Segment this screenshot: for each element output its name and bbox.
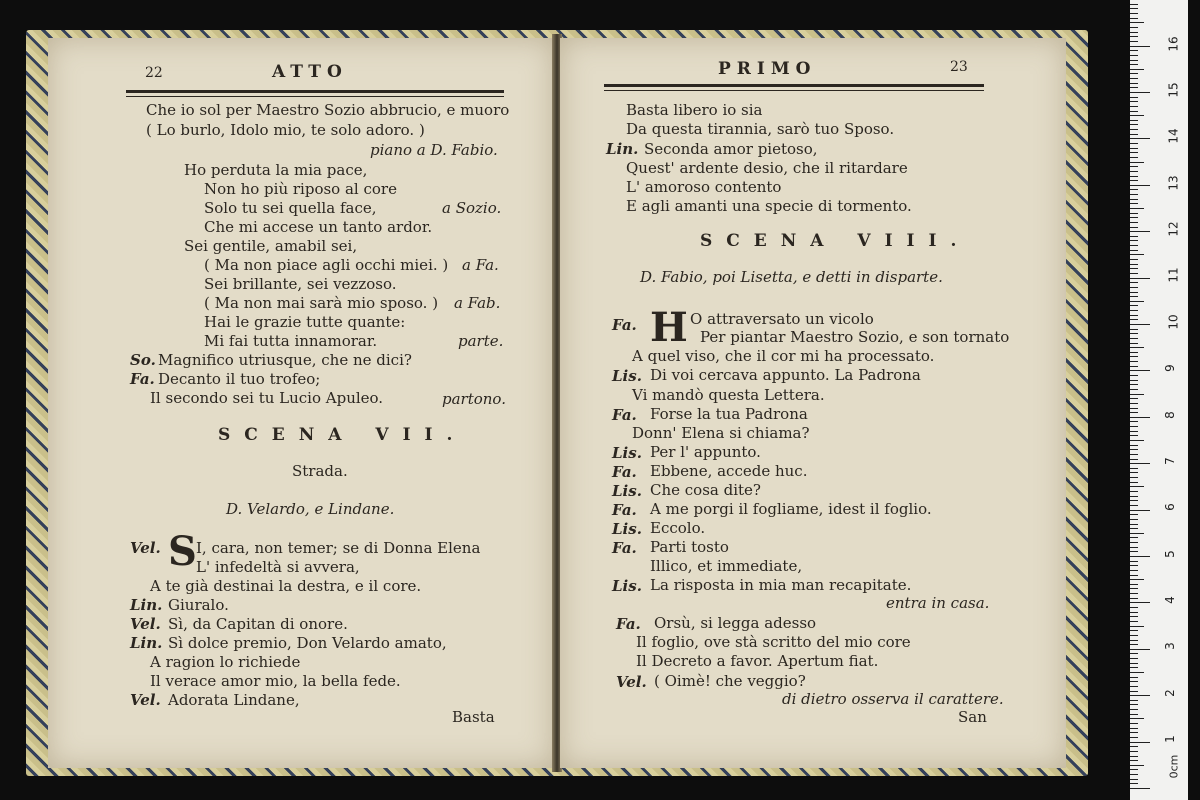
stage-direction: a Fab. xyxy=(454,294,501,312)
stage-direction: di dietro osserva il carattere. xyxy=(782,690,1004,708)
ruler-tick xyxy=(1130,486,1144,487)
text-line: Il verace amor mio, la bella fede. xyxy=(150,672,401,690)
ruler-tick xyxy=(1130,87,1138,88)
ruler-number: 14 xyxy=(1166,128,1181,144)
ruler-tick xyxy=(1130,412,1138,413)
ruler-tick xyxy=(1130,421,1138,422)
text-line: Seconda amor pietoso, xyxy=(644,140,818,158)
ruler-tick xyxy=(1130,769,1138,770)
text-line: La risposta in mia man recapitate. xyxy=(650,576,912,594)
scene-heading: SCENA VII. xyxy=(218,425,467,445)
text-line: Donn' Elena si chiama? xyxy=(632,424,810,442)
speaker-label: Fa. xyxy=(130,370,155,388)
text-line: I, cara, non temer; se di Donna Elena xyxy=(196,539,481,557)
text-line: A me porgi il fogliame, idest il foglio. xyxy=(650,500,932,518)
ruler-tick xyxy=(1130,389,1138,390)
ruler-tick xyxy=(1130,101,1138,102)
text-line: Orsù, si legga adesso xyxy=(654,614,817,632)
running-header-left: ATTO xyxy=(272,62,348,82)
text-line: Di voi cercava appunto. La Padrona xyxy=(650,366,921,384)
ruler-tick xyxy=(1130,166,1138,167)
speaker-label: Fa. xyxy=(612,539,637,557)
text-line: Sei brillante, sei vezzoso. xyxy=(204,275,397,293)
ruler-tick xyxy=(1130,236,1138,237)
ruler-tick xyxy=(1130,653,1138,654)
text-line: Il foglio, ove stà scritto del mio core xyxy=(636,633,911,651)
ruler-tick xyxy=(1130,635,1138,636)
text-line: ( Ma non mai sarà mio sposo. ) xyxy=(204,294,439,312)
speaker-label: Vel. xyxy=(616,673,647,691)
ruler-tick xyxy=(1130,203,1138,204)
ruler-tick xyxy=(1130,92,1150,93)
ruler-tick xyxy=(1130,315,1138,316)
page-number-right: 23 xyxy=(950,59,968,75)
ruler-tick xyxy=(1130,547,1138,548)
ruler-tick xyxy=(1130,537,1138,538)
ruler-tick xyxy=(1130,268,1138,269)
ruler-tick xyxy=(1130,658,1138,659)
catchword: San xyxy=(958,708,987,726)
stage-direction: piano a D. Fabio. xyxy=(370,141,498,159)
speaker-label: Lin. xyxy=(130,596,163,614)
ruler-tick xyxy=(1130,8,1138,9)
ruler-tick xyxy=(1130,593,1138,594)
ruler-tick xyxy=(1130,454,1138,455)
stage-direction: partono. xyxy=(442,390,506,408)
ruler-tick xyxy=(1130,686,1138,687)
text-line: Mi fai tutta innamorar. xyxy=(204,332,378,350)
ruler-tick xyxy=(1130,64,1138,65)
ruler-tick xyxy=(1130,663,1138,664)
ruler-tick xyxy=(1130,714,1138,715)
header-rule-right-thin xyxy=(604,90,984,91)
ruler-number: 8 xyxy=(1162,411,1177,419)
ruler-tick xyxy=(1130,384,1138,385)
ruler-tick xyxy=(1130,505,1138,506)
ruler-number: 15 xyxy=(1166,82,1181,98)
ruler-tick xyxy=(1130,691,1138,692)
ruler-tick xyxy=(1130,46,1150,47)
ruler-tick xyxy=(1130,677,1138,678)
ruler-tick xyxy=(1130,380,1138,381)
ruler-tick xyxy=(1130,18,1138,19)
text-line: Magnifico utriusque, che ne dici? xyxy=(158,351,412,369)
text-line: Sei gentile, amabil sei, xyxy=(184,237,358,255)
ruler-number: 7 xyxy=(1162,457,1177,465)
speaker-label: Fa. xyxy=(612,463,637,481)
ruler-tick xyxy=(1130,69,1144,70)
ruler-tick xyxy=(1130,157,1138,158)
ruler-tick xyxy=(1130,115,1144,116)
ruler-tick xyxy=(1130,41,1138,42)
ruler-tick xyxy=(1130,356,1138,357)
ruler-number: 12 xyxy=(1166,221,1181,237)
ruler-tick xyxy=(1130,528,1138,529)
ruler-tick xyxy=(1130,50,1138,51)
speaker-label: Fa. xyxy=(612,501,637,519)
ruler-tick xyxy=(1130,584,1138,585)
scene-heading: SCENA VIII. xyxy=(700,231,971,251)
ruler-tick xyxy=(1130,496,1138,497)
ruler-tick xyxy=(1130,338,1138,339)
text-line: Che cosa dite? xyxy=(650,481,761,499)
text-line: A te già destinai la destra, e il core. xyxy=(150,577,422,595)
ruler-tick xyxy=(1130,700,1138,701)
text-line: Illico, et immediate, xyxy=(650,557,803,575)
ruler-tick xyxy=(1130,621,1138,622)
ruler-tick xyxy=(1130,120,1138,121)
text-line: L' amoroso contento xyxy=(626,178,782,196)
ruler-number: 2 xyxy=(1162,689,1177,697)
text-line: Quest' ardente desio, che il ritardare xyxy=(626,159,908,177)
stage-direction: a Fa. xyxy=(462,256,499,274)
ruler-tick xyxy=(1130,765,1144,766)
ruler-tick xyxy=(1130,579,1144,580)
text-line: Giuralo. xyxy=(168,596,229,614)
ruler-number: 6 xyxy=(1162,503,1177,511)
text-line: Adorata Lindane, xyxy=(168,691,300,709)
ruler-number: 3 xyxy=(1162,642,1177,650)
ruler-tick xyxy=(1130,672,1144,673)
ruler-tick xyxy=(1130,208,1144,209)
ruler-tick xyxy=(1130,4,1138,5)
ruler-tick xyxy=(1130,180,1138,181)
ruler-tick xyxy=(1130,403,1138,404)
ruler-tick xyxy=(1130,607,1138,608)
ruler-tick xyxy=(1130,296,1138,297)
ruler-tick xyxy=(1130,273,1138,274)
ruler-number: 1 xyxy=(1162,735,1177,743)
ruler-tick xyxy=(1130,742,1150,743)
ruler-tick xyxy=(1130,245,1138,246)
ruler-number: 11 xyxy=(1166,267,1181,283)
text-line: E agli amanti una specie di tormento. xyxy=(626,197,912,215)
ruler-tick xyxy=(1130,292,1138,293)
ruler-tick xyxy=(1130,347,1144,348)
ruler-tick xyxy=(1130,718,1144,719)
ruler-tick xyxy=(1130,398,1138,399)
text-line: Eccolo. xyxy=(650,519,706,537)
ruler-tick xyxy=(1130,106,1138,107)
ruler-tick xyxy=(1130,732,1138,733)
ruler-tick xyxy=(1130,695,1150,696)
stage-direction: entra in casa. xyxy=(886,594,990,612)
ruler-tick xyxy=(1130,227,1138,228)
ruler-tick xyxy=(1130,649,1150,650)
ruler-tick xyxy=(1130,449,1138,450)
ruler-number: 16 xyxy=(1166,36,1181,52)
text-line: Sì dolce premio, Don Velardo amato, xyxy=(168,634,447,652)
ruler-tick xyxy=(1130,681,1138,682)
ruler-tick xyxy=(1130,616,1138,617)
ruler-tick xyxy=(1130,55,1138,56)
ruler-tick xyxy=(1130,22,1144,23)
ruler-tick xyxy=(1130,32,1138,33)
ruler-number: 4 xyxy=(1162,596,1177,604)
ruler-tick xyxy=(1130,783,1138,784)
ruler-tick xyxy=(1130,27,1138,28)
ruler-tick xyxy=(1130,194,1138,195)
ruler-tick xyxy=(1130,575,1138,576)
ruler-tick xyxy=(1130,370,1150,371)
ruler-tick xyxy=(1130,510,1150,511)
speaker-label: Vel. xyxy=(130,691,161,709)
text-line: Hai le grazie tutte quante: xyxy=(204,313,406,331)
ruler-tick xyxy=(1130,394,1144,395)
ruler-tick xyxy=(1130,565,1138,566)
ruler-tick xyxy=(1130,760,1138,761)
text-line: Che io sol per Maestro Sozio abbrucio, e muoro xyxy=(146,101,510,119)
ruler-tick xyxy=(1130,626,1144,627)
ruler-tick xyxy=(1130,588,1138,589)
ruler-tick xyxy=(1130,704,1138,705)
ruler-tick xyxy=(1130,278,1150,279)
ruler-tick xyxy=(1130,36,1138,37)
ruler-tick xyxy=(1130,667,1138,668)
speaker-label: Vel. xyxy=(130,615,161,633)
ruler-tick xyxy=(1130,408,1138,409)
ruler-tick xyxy=(1130,264,1138,265)
text-line: Che mi accese un tanto ardor. xyxy=(204,218,433,236)
ruler-tick xyxy=(1130,472,1138,473)
ruler-tick xyxy=(1130,73,1138,74)
ruler-tick xyxy=(1130,213,1138,214)
ruler-tick xyxy=(1130,282,1138,283)
ruler-tick xyxy=(1130,728,1138,729)
ruler-tick xyxy=(1130,152,1138,153)
ruler-tick xyxy=(1130,343,1138,344)
ruler-tick xyxy=(1130,431,1138,432)
ruler-tick xyxy=(1130,426,1138,427)
catchword: Basta xyxy=(452,708,495,726)
ruler-tick xyxy=(1130,723,1138,724)
ruler-tick xyxy=(1130,305,1138,306)
speaker-label: Vel. xyxy=(130,539,161,557)
running-header-right: PRIMO xyxy=(718,59,817,79)
speaker-label: Lis. xyxy=(612,482,642,500)
ruler-tick xyxy=(1130,788,1150,789)
text-line: Basta libero io sia xyxy=(626,101,763,119)
text-line: Ho perduta la mia pace, xyxy=(184,161,368,179)
ruler-tick xyxy=(1130,129,1138,130)
ruler-tick xyxy=(1130,231,1150,232)
ruler-tick xyxy=(1130,751,1138,752)
ruler-tick xyxy=(1130,13,1138,14)
ruler-tick xyxy=(1130,445,1138,446)
speaker-label: Fa. xyxy=(612,316,637,334)
scene-location: Strada. xyxy=(292,462,348,480)
ruler-tick xyxy=(1130,468,1138,469)
ruler-tick xyxy=(1130,310,1138,311)
text-line: Sì, da Capitan di onore. xyxy=(168,615,348,633)
ruler-tick xyxy=(1130,259,1138,260)
ruler-tick xyxy=(1130,524,1138,525)
ruler-tick xyxy=(1130,366,1138,367)
ruler-tick xyxy=(1130,533,1144,534)
ruler-tick xyxy=(1130,737,1138,738)
ruler-tick xyxy=(1130,500,1138,501)
ruler-tick xyxy=(1130,143,1138,144)
ruler-tick xyxy=(1130,630,1138,631)
text-line: Parti tosto xyxy=(650,538,729,556)
ruler-tick xyxy=(1130,361,1138,362)
ruler-tick xyxy=(1130,185,1150,186)
text-line: ( Oimè! che veggio? xyxy=(654,672,806,690)
ruler-tick xyxy=(1130,217,1138,218)
ruler-tick xyxy=(1130,463,1150,464)
text-line: Decanto il tuo trofeo; xyxy=(158,370,321,388)
text-line: Per l' appunto. xyxy=(650,443,761,461)
scene-characters: D. Fabio, poi Lisetta, e detti in disparte. xyxy=(640,268,943,286)
ruler-tick xyxy=(1130,60,1138,61)
text-line: Solo tu sei quella face, xyxy=(204,199,377,217)
speaker-label: So. xyxy=(130,351,156,369)
ruler-unit-label: 0cm xyxy=(1167,754,1181,779)
drop-cap: S xyxy=(168,528,197,575)
ruler-tick xyxy=(1130,491,1138,492)
ruler-tick xyxy=(1130,514,1138,515)
ruler-tick xyxy=(1130,779,1138,780)
ruler-tick xyxy=(1130,746,1138,747)
text-line: L' infedeltà si avvera, xyxy=(196,558,360,576)
ruler-tick xyxy=(1130,199,1138,200)
ruler-tick xyxy=(1130,556,1150,557)
ruler-tick xyxy=(1130,189,1138,190)
speaker-label: Lis. xyxy=(612,577,642,595)
text-line: ( Ma non piace agli occhi miei. ) xyxy=(204,256,449,274)
speaker-label: Lis. xyxy=(612,444,642,462)
ruler-tick xyxy=(1130,83,1138,84)
ruler-tick xyxy=(1130,375,1138,376)
speaker-label: Lis. xyxy=(612,367,642,385)
ruler-tick xyxy=(1130,78,1138,79)
ruler-tick xyxy=(1130,709,1138,710)
ruler-tick xyxy=(1130,148,1138,149)
text-line: A ragion lo richiede xyxy=(150,653,301,671)
ruler-tick xyxy=(1130,254,1144,255)
ruler-tick xyxy=(1130,111,1138,112)
ruler-tick xyxy=(1130,612,1138,613)
ruler-tick xyxy=(1130,519,1138,520)
ruler-tick xyxy=(1130,324,1150,325)
ruler-tick xyxy=(1130,287,1138,288)
ruler-tick xyxy=(1130,352,1138,353)
ruler-tick xyxy=(1130,774,1138,775)
ruler-number: 9 xyxy=(1162,364,1177,372)
ruler-tick xyxy=(1130,756,1138,757)
text-line: Ebbene, accede huc. xyxy=(650,462,808,480)
ruler-tick xyxy=(1130,333,1138,334)
ruler-tick xyxy=(1130,602,1150,603)
ruler-tick xyxy=(1130,319,1138,320)
text-line: Vi mandò questa Lettera. xyxy=(632,386,825,404)
ruler-tick xyxy=(1130,644,1138,645)
speaker-label: Lin. xyxy=(606,140,639,158)
ruler-tick xyxy=(1130,222,1138,223)
ruler-tick xyxy=(1130,329,1138,330)
ruler-tick xyxy=(1130,97,1138,98)
text-line: Il Decreto a favor. Apertum fiat. xyxy=(636,652,879,670)
text-line: Il secondo sei tu Lucio Apuleo. xyxy=(150,389,384,407)
speaker-label: Fa. xyxy=(612,406,637,424)
ruler-tick xyxy=(1130,477,1138,478)
ruler-tick xyxy=(1130,482,1138,483)
ruler-number: 13 xyxy=(1166,175,1181,191)
ruler-tick xyxy=(1130,124,1138,125)
ruler-number: 10 xyxy=(1166,314,1181,330)
text-line: Non ho più riposo al core xyxy=(204,180,397,198)
ruler-tick xyxy=(1130,459,1138,460)
header-rule-right xyxy=(604,84,984,87)
text-line: O attraversato un vicolo xyxy=(690,310,874,328)
ruler-tick xyxy=(1130,134,1138,135)
ruler-tick xyxy=(1130,542,1138,543)
speaker-label: Lis. xyxy=(612,520,642,538)
text-line: Da questa tirannia, sarò tuo Sposo. xyxy=(626,120,895,138)
ruler-tick xyxy=(1130,640,1138,641)
drop-cap: H xyxy=(650,304,688,351)
scene-characters: D. Velardo, e Lindane. xyxy=(226,500,395,518)
ruler-tick xyxy=(1130,138,1150,139)
stage-direction: a Sozio. xyxy=(442,199,502,217)
ruler-tick xyxy=(1130,551,1138,552)
ruler-tick xyxy=(1130,561,1138,562)
ruler-tick xyxy=(1130,250,1138,251)
ruler-tick xyxy=(1130,176,1138,177)
text-line: A quel viso, che il cor mi ha processato. xyxy=(632,347,935,365)
text-line: Forse la tua Padrona xyxy=(650,405,808,423)
header-rule-left-thin xyxy=(126,96,504,97)
ruler-tick xyxy=(1130,570,1138,571)
stage-direction: parte. xyxy=(458,332,504,350)
ruler-tick xyxy=(1130,240,1138,241)
text-line: Per piantar Maestro Sozio, e son tornato xyxy=(700,328,1010,346)
page-number-left: 22 xyxy=(145,65,163,81)
ruler-tick xyxy=(1130,598,1138,599)
speaker-label: Lin. xyxy=(130,634,163,652)
header-rule-left xyxy=(126,90,504,93)
measurement-ruler xyxy=(1130,0,1188,800)
ruler-tick xyxy=(1130,417,1150,418)
ruler-tick xyxy=(1130,162,1144,163)
ruler-tick xyxy=(1130,171,1138,172)
speaker-label: Fa. xyxy=(616,615,641,633)
ruler-tick xyxy=(1130,440,1144,441)
ruler-tick xyxy=(1130,301,1144,302)
text-line: ( Lo burlo, Idolo mio, te solo adoro. ) xyxy=(146,121,425,139)
ruler-tick xyxy=(1130,435,1138,436)
ruler-number: 5 xyxy=(1162,550,1177,558)
